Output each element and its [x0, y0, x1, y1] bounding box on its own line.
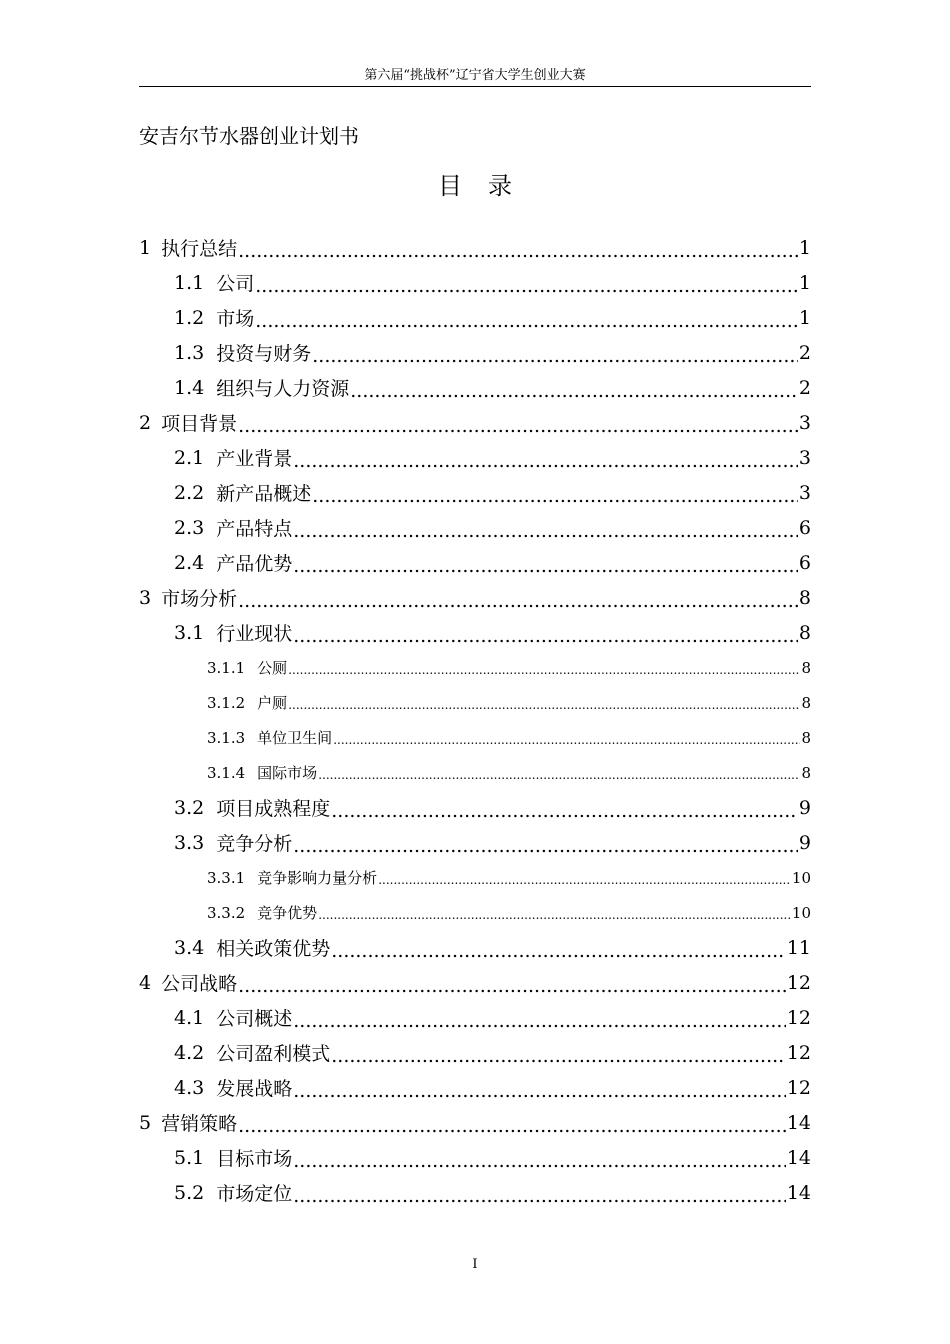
toc-entry[interactable] [139, 790, 811, 825]
toc-entry[interactable] [139, 825, 811, 860]
toc-dot-leader [318, 768, 800, 782]
toc-entry-page: 12 [786, 1006, 811, 1029]
toc-entry-number: 1.4 [174, 376, 205, 399]
toc-dot-leader [331, 940, 786, 962]
toc-entry-page: 6 [798, 516, 811, 539]
toc-entry-page: 14 [786, 1181, 811, 1204]
toc-entry-number: 3.1 [174, 621, 205, 644]
toc-entry-number: 3.2 [174, 796, 205, 819]
toc-entry-page: 12 [786, 971, 811, 994]
toc-entry[interactable] [139, 370, 811, 405]
toc-dot-leader [331, 800, 798, 822]
toc-entry-number: 5.1 [174, 1146, 205, 1169]
toc-entry-page: 12 [786, 1041, 811, 1064]
toc-entry-title: 项目成熟程度 [216, 798, 331, 820]
toc-entry-page: 3 [798, 481, 811, 504]
toc-dot-leader [238, 590, 798, 612]
toc-dot-leader [293, 1010, 786, 1032]
toc-entry-number: 5.2 [174, 1181, 205, 1204]
toc-entry-page: 3 [798, 446, 811, 469]
toc-entry-number: 1 [139, 236, 152, 259]
toc-entry-number: 2.4 [174, 551, 205, 574]
toc-dot-leader [350, 380, 798, 402]
toc-dot-leader [312, 345, 798, 367]
toc-entry-number: 2.3 [174, 516, 205, 539]
toc-entry-number: 3.1.3 [207, 728, 246, 747]
toc-entry[interactable] [139, 545, 811, 580]
toc-entry-number: 3.3.2 [207, 903, 246, 922]
toc-entry[interactable] [139, 720, 811, 755]
toc-dot-leader [293, 450, 798, 472]
toc-entry-title: 公司战略 [161, 973, 238, 995]
toc-entry-title: 竞争影响力量分析 [257, 869, 378, 887]
toc-entry[interactable] [139, 1105, 811, 1140]
toc-entry-title: 市场分析 [161, 588, 238, 610]
toc-entry-page: 8 [798, 621, 811, 644]
toc-entry[interactable] [139, 965, 811, 1000]
document-title: 安吉尔节水器创业计划书 [139, 124, 359, 148]
toc-entry-number: 1.1 [174, 271, 205, 294]
toc-dot-leader [293, 1150, 786, 1172]
toc-entry[interactable] [139, 615, 811, 650]
toc-entry-title: 单位卫生间 [257, 729, 333, 747]
toc-dot-leader [238, 240, 798, 262]
toc-dot-leader [288, 698, 800, 712]
toc-entry-number: 1.3 [174, 341, 205, 364]
toc-heading: 目录 [438, 172, 538, 200]
toc-entry-title: 相关政策优势 [216, 938, 331, 960]
toc-entry[interactable] [139, 895, 811, 930]
toc-entry-title: 营销策略 [161, 1113, 238, 1135]
toc-entry-page: 10 [791, 868, 811, 887]
toc-entry-title: 国际市场 [257, 764, 318, 782]
toc-dot-leader [255, 310, 798, 332]
toc-entry-page: 8 [801, 763, 811, 782]
toc-entry-number: 2.1 [174, 446, 205, 469]
toc-entry-title: 公司盈利模式 [216, 1043, 331, 1065]
toc-entry-title: 项目背景 [161, 413, 238, 435]
toc-entry-number: 2.2 [174, 481, 205, 504]
toc-entry-page: 10 [791, 903, 811, 922]
toc-entry-number: 2 [139, 411, 152, 434]
page-number: I [472, 1257, 478, 1272]
toc-entry-number: 3.3.1 [207, 868, 246, 887]
toc-entry-title: 公司 [216, 273, 255, 295]
toc-dot-leader [378, 873, 791, 887]
toc-entry[interactable] [139, 440, 811, 475]
toc-entry-page: 1 [798, 236, 811, 259]
toc-dot-leader [238, 415, 798, 437]
toc-entry-number: 4.3 [174, 1076, 205, 1099]
toc-entry[interactable] [139, 475, 811, 510]
toc-entry[interactable] [139, 1000, 811, 1035]
toc-entry-number: 4 [139, 971, 152, 994]
toc-entry-page: 14 [786, 1111, 811, 1134]
toc-dot-leader [331, 1045, 786, 1067]
toc-dot-leader [293, 1080, 786, 1102]
toc-entry[interactable] [139, 930, 811, 965]
toc-entry-page: 2 [798, 341, 811, 364]
toc-entry-page: 3 [798, 411, 811, 434]
toc-entry-page: 1 [798, 306, 811, 329]
toc-entry-title: 执行总结 [161, 238, 238, 260]
toc-entry-number: 3.1.1 [207, 658, 246, 677]
toc-entry[interactable] [139, 265, 811, 300]
toc-dot-leader [333, 733, 800, 747]
toc-entry-number: 3.1.4 [207, 763, 246, 782]
toc-entry-title: 竞争优势 [257, 904, 318, 922]
toc-dot-leader [255, 275, 798, 297]
toc-entry-title: 投资与财务 [216, 343, 312, 365]
toc-entry-number: 5 [139, 1111, 152, 1134]
toc-entry[interactable] [139, 650, 811, 685]
toc-entry-title: 户厕 [257, 694, 288, 712]
toc-entry-page: 9 [798, 796, 811, 819]
toc-dot-leader [293, 625, 798, 647]
toc-entry[interactable] [139, 405, 811, 440]
toc-dot-leader [238, 975, 786, 997]
toc-dot-leader [238, 1115, 786, 1137]
toc-entry-page: 8 [801, 658, 811, 677]
toc-entry[interactable] [139, 335, 811, 370]
toc-entry[interactable] [139, 755, 811, 790]
toc-entry[interactable] [139, 300, 811, 335]
toc-entry-page: 6 [798, 551, 811, 574]
toc-entry[interactable] [139, 230, 811, 265]
toc-entry-number: 4.2 [174, 1041, 205, 1064]
toc-entry[interactable] [139, 685, 811, 720]
toc-entry-title: 公司概述 [216, 1008, 293, 1030]
toc-entry[interactable] [139, 580, 811, 615]
toc-entry-number: 3.4 [174, 936, 205, 959]
toc-entry-number: 4.1 [174, 1006, 205, 1029]
toc-dot-leader [318, 908, 791, 922]
toc-entry-title: 目标市场 [216, 1148, 293, 1170]
toc-entry[interactable] [139, 510, 811, 545]
toc-entry-page: 12 [786, 1076, 811, 1099]
page-header: 第六届“挑战杯”辽宁省大学生创业大赛 [364, 68, 586, 83]
toc-entry-page: 8 [801, 728, 811, 747]
toc-entry-title: 发展战略 [216, 1078, 293, 1100]
toc-entry[interactable] [139, 1035, 811, 1070]
toc-entry-page: 8 [801, 693, 811, 712]
toc-entry-title: 行业现状 [216, 623, 293, 645]
toc-entry-title: 产品特点 [216, 518, 293, 540]
toc-dot-leader [293, 555, 798, 577]
toc-entry-page: 14 [786, 1146, 811, 1169]
toc-dot-leader [293, 835, 798, 857]
toc-dot-leader [293, 1185, 786, 1207]
toc-entry-page: 1 [798, 271, 811, 294]
toc-entry-page: 9 [798, 831, 811, 854]
toc-entry-title: 竞争分析 [216, 833, 293, 855]
toc-entry-page: 2 [798, 376, 811, 399]
toc-entry-title: 市场 [216, 308, 255, 330]
toc-entry-page: 8 [798, 586, 811, 609]
toc-entry-page: 11 [786, 936, 811, 959]
toc-entry-title: 组织与人力资源 [216, 378, 350, 400]
toc-entry-title: 新产品概述 [216, 483, 312, 505]
toc-entry[interactable] [139, 1070, 811, 1105]
toc-entry[interactable] [139, 860, 811, 895]
toc-entry-number: 3.1.2 [207, 693, 246, 712]
table-of-contents [139, 230, 811, 1210]
toc-entry-number: 1.2 [174, 306, 205, 329]
toc-entry-number: 3.3 [174, 831, 205, 854]
toc-entry-title: 产品优势 [216, 553, 293, 575]
toc-entry-title: 市场定位 [216, 1183, 293, 1205]
header-divider [139, 86, 811, 87]
toc-entry-title: 公厕 [257, 659, 288, 677]
toc-entry[interactable] [139, 1140, 811, 1175]
toc-dot-leader [288, 663, 800, 677]
toc-dot-leader [293, 520, 798, 542]
toc-entry[interactable] [139, 1175, 811, 1210]
toc-entry-number: 3 [139, 586, 152, 609]
toc-entry-title: 产业背景 [216, 448, 293, 470]
toc-dot-leader [312, 485, 798, 507]
